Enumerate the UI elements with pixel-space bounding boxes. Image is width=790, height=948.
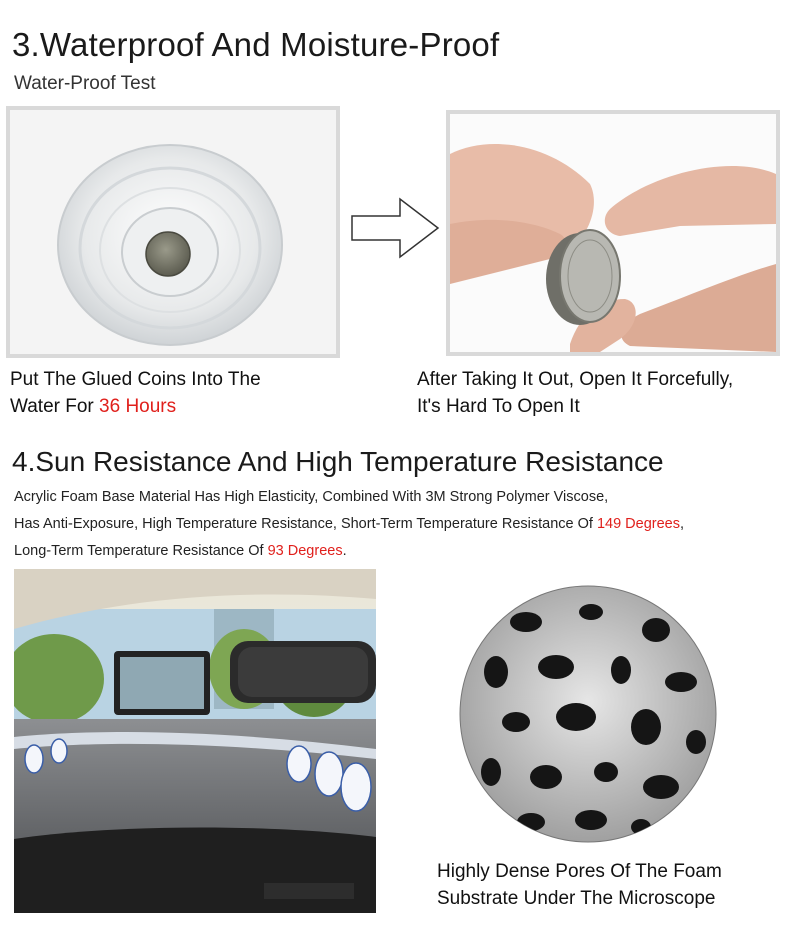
caption-open-line1: After Taking It Out, Open It Forcefully, — [417, 369, 734, 390]
short-term-temp-value: 149 Degrees — [596, 516, 680, 532]
para-line3-text: Long-Term Temperature Resistance Of — [14, 543, 268, 559]
para-line2-text: Has Anti-Exposure, High Temperature Resistance, Short-Term Temperature Resistance Of — [14, 516, 597, 532]
section3-subtitle: Water-Proof Test — [14, 73, 156, 94]
para-line3-suffix: . — [342, 543, 347, 559]
microscope-caption-line2: Substrate Under The Microscope — [437, 888, 716, 909]
caption-open-coins — [417, 366, 789, 420]
arrow-right-icon — [350, 196, 442, 265]
caption-open-line2: It's Hard To Open It — [417, 396, 580, 417]
coin-in-water-photo — [6, 106, 340, 358]
para-line1: Acrylic Foam Base Material Has High Elasticity, Combined With 3M Strong Polymer Viscose, — [14, 489, 609, 505]
hands-opening-coins-photo — [446, 110, 780, 356]
microscope-foam-image — [456, 582, 720, 846]
microscope-caption — [437, 858, 777, 912]
microscope-caption-line1: Highly Dense Pores Of The Foam — [437, 861, 722, 882]
para-line2-suffix: , — [679, 516, 685, 532]
section4-paragraph — [14, 484, 786, 565]
para-line2 — [14, 511, 786, 538]
car-dashboard-photo — [14, 569, 376, 913]
long-term-temp-value: 93 Degrees — [267, 543, 343, 559]
para-line3 — [14, 538, 786, 565]
caption-soak-highlight: 36 Hours — [99, 396, 177, 417]
caption-soak-line1: Put The Glued Coins Into The — [10, 369, 261, 390]
section4-title: 4.Sun Resistance And High Temperature Resistance — [12, 446, 664, 477]
caption-soak-line2 — [10, 393, 390, 420]
caption-soak-prefix: Water For — [10, 396, 100, 417]
section3-title: 3.Waterproof And Moisture-Proof — [12, 26, 500, 63]
caption-soak-coins — [10, 366, 390, 420]
